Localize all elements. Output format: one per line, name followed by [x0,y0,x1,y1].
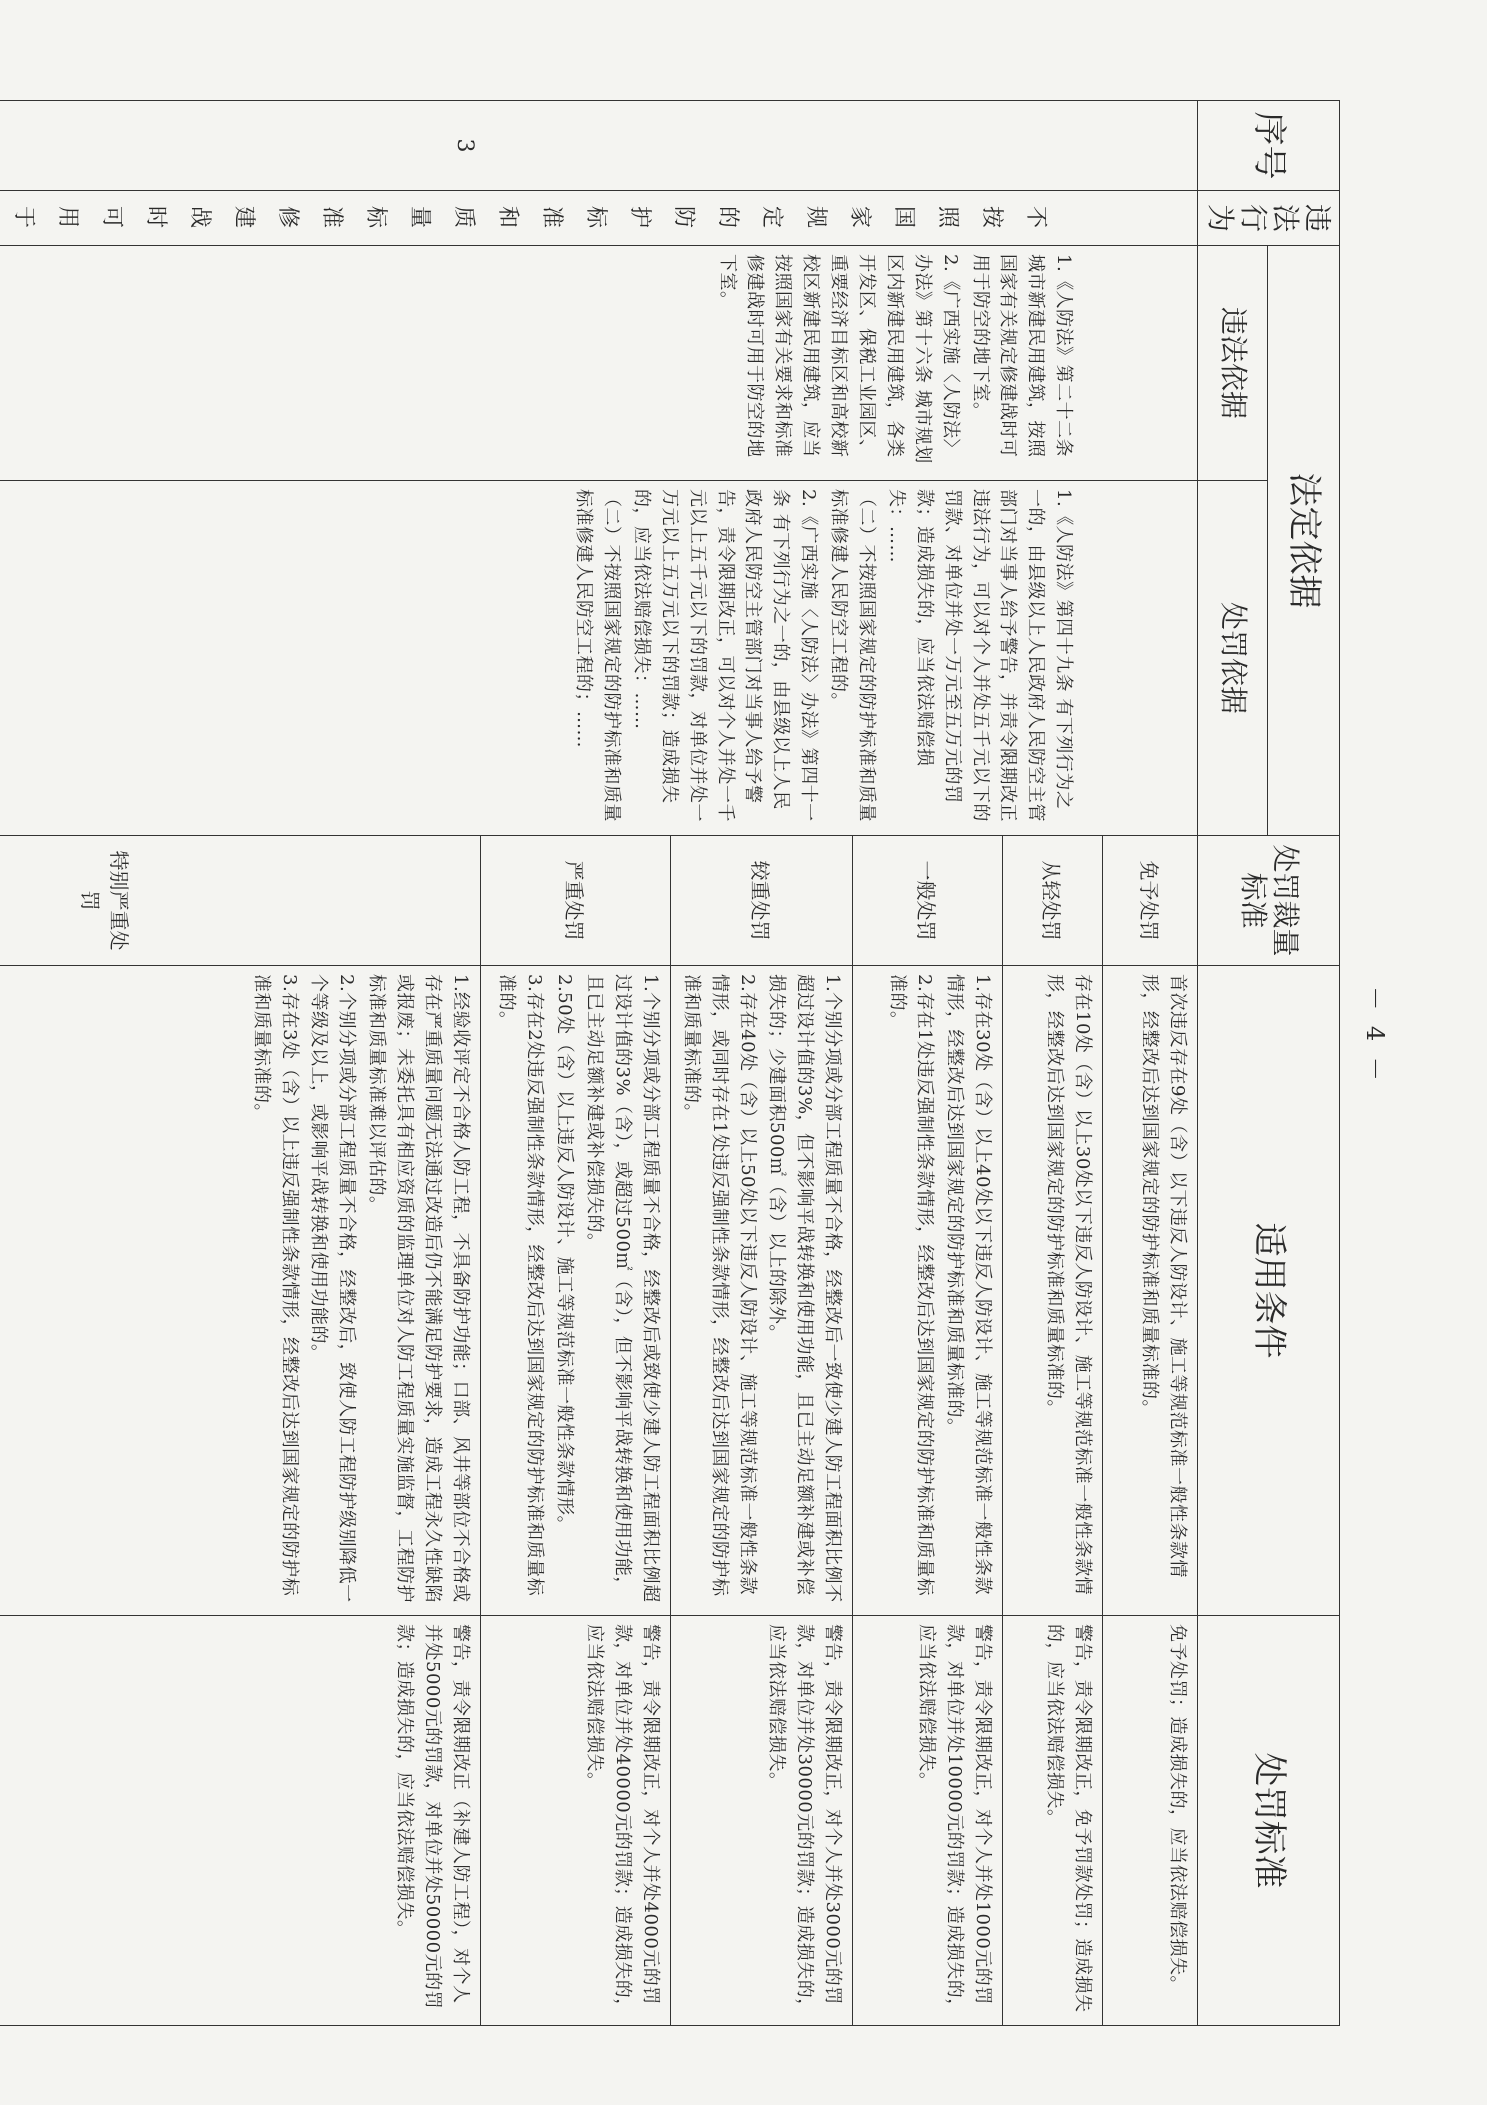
condition-item: 1.个别分项或分部工程质量不合格，经整改后一致使少建人防工程面积比例不超过设计值的3%，但不影响平战转换和使用功能，且已主动足额补建或补偿损失的；少建面积500㎡（含）以上的除外。 [766,974,844,1603]
header-violation-basis: 违法依据 [1198,246,1267,481]
penalty-text: 警告，责令限期改正，免予罚款处罚；造成损失的，应当依法赔偿损失。 [1044,1624,1094,2013]
header-act-top: 违法 [1268,203,1334,232]
level-name: 特别严重处罚 [0,836,480,966]
level-penalty [853,1616,1003,2026]
table-row [1103,101,1198,2026]
header-penalty-basis: 处罚依据 [1198,481,1267,836]
violation-basis-item: 2.《广西实施〈人防法〉办法》第十六条 城市规划区内新建民用建筑，各类开发区、保税工业园区、重要经济目标区和高校新校区新建民用建筑，应当按照国家有关要求和标准修建战时可用于防空的地下室。 [716,254,961,464]
level-name: 较重处罚 [670,836,852,966]
penalty-text: 免予处罚；造成损失的，应当依法赔偿损失。 [1167,1624,1189,1994]
level-name: 免予处罚 [1103,836,1198,966]
condition-item: 3.存在2处违反强制性条款情形，经整改后达到国家规定的防护标准和质量标准的。 [496,974,546,1597]
penalty-text: 警告，责令限期改正（补建人防工程），对个人并处5000元的罚款，对单位并处50000元的罚款；造成损失的，应当依法赔偿损失。 [394,1624,471,2010]
header-discretion-bottom: 标准 [1236,872,1270,929]
penalty-text: 警告，责令限期改正，对个人并处3000元的罚款，对单位并处30000元的罚款；造成损失的，应当依法赔偿损失。 [766,1624,844,2017]
header-conditions: 适用条件 [1198,966,1340,1616]
level-conditions [1003,966,1103,1616]
illegal-act: 不按照国家规定的防护标准和质量标准修建战时可用于 [0,191,1198,246]
level-name: 一般处罚 [853,836,1003,966]
condition-item: 3.存在3处（含）以上违反强制性条款情形，经整改后达到国家规定的防护标准和质量标准的。 [250,974,300,1597]
condition-item: 1.存在30处（含）以上40处以下违反人防设计、施工等规范标准一般性条款情形，经整改后达到国家规定的防护标准和质量标准的。 [944,974,994,1595]
level-penalty [1103,1616,1198,2026]
penalty-basis-item: （二）不按照国家规定的防护标准和质量标准修建人民防空工程的；…… [573,489,622,822]
penalty-basis [0,481,1198,836]
penalty-table [0,100,1340,2026]
level-penalty [480,1616,670,2026]
header-seq: 序号 [1198,101,1340,191]
level-name: 从轻处罚 [1003,836,1103,966]
level-conditions [480,966,670,1616]
level-penalty [670,1616,852,2026]
header-legal-basis: 法定依据 [1267,246,1339,836]
penalty-basis-item: 2.《广西实施〈人防法〉办法》第四十一条 有下列行为之一的，由县级以上人民政府人民防空主管部门对当事人给予警告，责令限期改正，可以对个人并处一千元以上五千元以下的罚款，对单位并处一万元以上五万元以下的罚款；造成损失的，应当依法赔偿损失：…… [630,489,820,822]
condition-item: 2.50处（含）以上违反人防设计、施工等规范标准一般性条款情形。 [554,974,576,1535]
header-act [1198,191,1340,246]
level-conditions [1103,966,1198,1616]
condition-item: 2.存在1处违反强制性条款情形，经整改后达到国家规定的防护标准和质量标准的。 [886,974,936,1597]
level-penalty [0,1616,480,2026]
row-seq-number: 3 [0,101,1198,191]
level-conditions [670,966,852,1616]
header-discretion-top: 处罚裁量 [1268,844,1302,957]
penalty-text: 警告，责令限期改正，对个人并处4000元的罚款，对单位并处40000元的罚款；造成损失的，应当依法赔偿损失。 [584,1624,661,2017]
level-conditions [0,966,480,1616]
penalty-basis-item: 1.《人防法》第四十九条 有下列行为之一的，由县级以上人民政府人民防空主管部门对当事人给予警告，并责令限期改正违法行为，可以对个人并处五千元以下的罚款、对单位并处一万元至五万元的罚款；造成损失的，应当依法赔偿损失：…… [885,489,1075,822]
violation-basis-item: 1.《人防法》第二十二条 城市新建民用建筑，按照国家有关规定修建战时可用于防空的地下室。 [969,254,1075,458]
header-row-1 [1267,101,1339,2026]
penalty-text: 警告，责令限期改正，对个人并处1000元的罚款，对单位并处10000元的罚款；造成损失的，应当依法赔偿损失。 [916,1624,994,2017]
header-penalty-standard: 处罚标准 [1198,1616,1340,2026]
rotated-table-container [10,100,1340,2025]
condition-item: 首次违反存在9处（含）以下违反人防设计、施工等规范标准一般性条款情形，经整改后达到国家规定的防护标准和质量标准的。 [1139,974,1189,1578]
header-act-bottom: 行为 [1204,203,1270,232]
level-name: 严重处罚 [480,836,670,966]
penalty-basis-item: （二）不按照国家规定的防护标准和质量标准修建人民防空工程的。 [828,489,878,822]
header-discretion [1198,836,1340,966]
level-conditions [853,966,1003,1616]
condition-item: 1.经验收评定不合格人防工程，不具备防护功能；口部、风井等部位不合格或存在严重质量问题无法通过改造后仍不能满足防护要求，造成工程永久性缺陷或报废；未委托具有相应资质的监理单位对人防工程质量实施监督，工程防护标准和质量标准难以评估的。 [366,974,471,1603]
violation-basis [0,246,1198,481]
condition-item: 2.个别分项或分部工程质量不合格，经整改后，致使人防工程防护级别降低一个等级及以上，或影响平战转换和使用功能的。 [308,974,358,1603]
condition-item: 2.存在40处（含）以上50处以下违反人防设计、施工等规范标准一般性条款情形，或同时存在1处违反强制性条款情形，经整改后达到国家规定的防护标准和质量标准的。 [680,974,758,1597]
page-number: － 4 － [1360,986,1389,1085]
level-penalty [1003,1616,1103,2026]
condition-item: 存在10处（含）以上30处以下违反人防设计、施工等规范标准一般性条款情形，经整改后达到国家规定的防护标准和质量标准的。 [1044,974,1094,1596]
condition-item: 1.个别分项或分部工程质量不合格，经整改后或致使少建人防工程面积比例超过设计值的3%（含），或超过500㎡（含），但不影响平战转换和使用功能，且已主动足额补建或补偿损失的。 [584,974,661,1603]
